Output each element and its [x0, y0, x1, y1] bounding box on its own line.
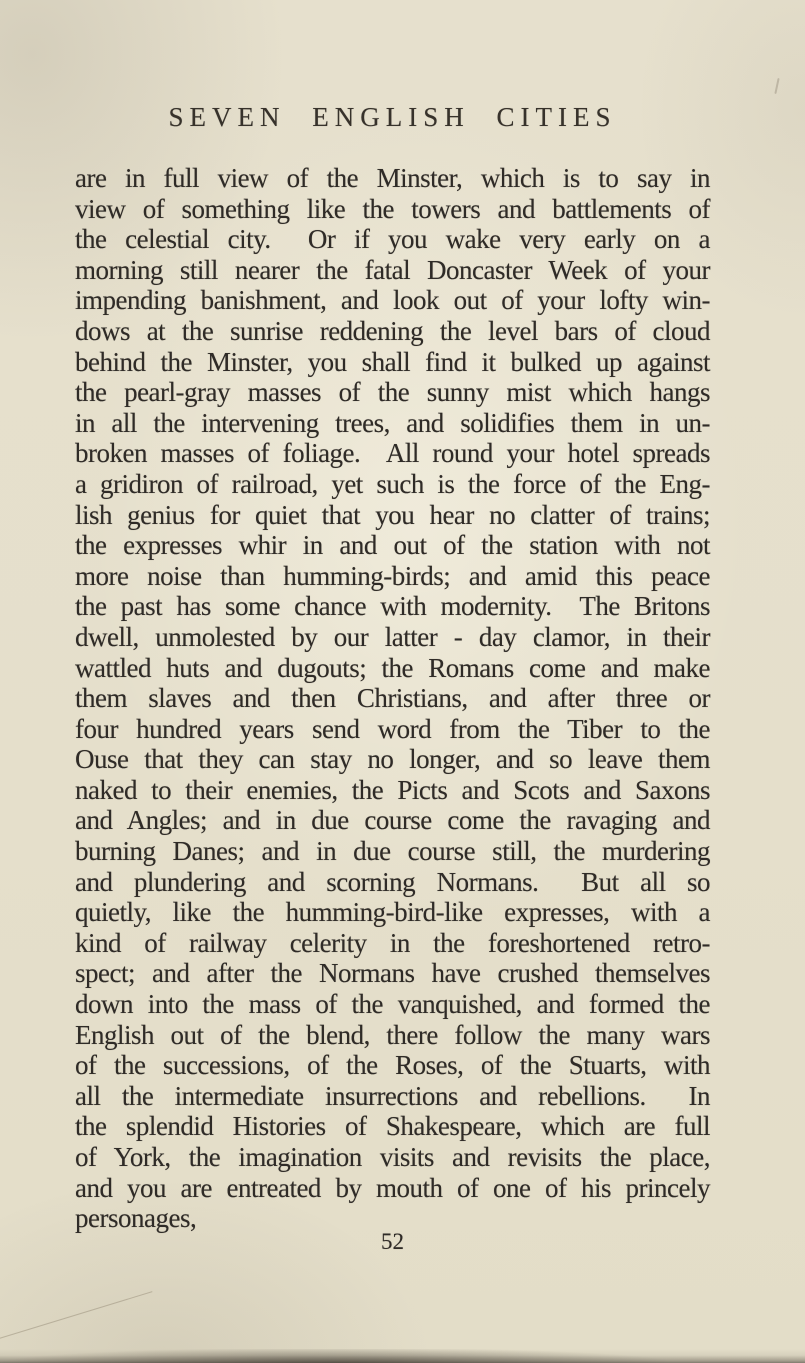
- text-line: are in full view of the Minster, which is to say in: [75, 163, 710, 193]
- text-line: them slaves and then Christians, and after three or: [75, 683, 710, 714]
- text-line: naked to their enemies, the Picts and Scots and Saxons: [75, 774, 710, 805]
- text-line: broken masses of foliage. All round your hotel spreads: [75, 438, 710, 469]
- paper-crease: [0, 1291, 152, 1342]
- text-line: behind the Minster, you shall find it bulked up against: [75, 346, 710, 377]
- text-line: kind of railway celerity in the foreshortened retro-: [75, 927, 710, 958]
- text-line: view of something like the towers and battlements of: [75, 193, 710, 224]
- text-line: quietly, like the humming-bird-like expresses, with a: [75, 897, 710, 928]
- text-line: and Angles; and in due course come the ravaging and: [75, 805, 710, 836]
- text-line: the splendid Histories of Shakespeare, which are full: [75, 1111, 710, 1142]
- text-line: of York, the imagination visits and revisits the place,: [75, 1142, 710, 1172]
- text-line: four hundred years send word from the Tiber to the: [75, 713, 710, 744]
- body-text: [75, 163, 710, 1234]
- text-line: spect; and after the Normans have crushed themselves: [75, 958, 710, 989]
- text-line: dows at the sunrise reddening the level bars of cloud: [75, 315, 710, 346]
- text-line: dwell, unmolested by our latter - day clamor, in their: [75, 621, 710, 652]
- scan-edge: [0, 1349, 805, 1363]
- text-line: impending banishment, and look out of your lofty win-: [75, 285, 710, 316]
- text-line: English out of the blend, there follow the many wars: [75, 1019, 710, 1050]
- text-line: the celestial city. Or if you wake very early on a: [75, 224, 710, 255]
- text-line: wattled huts and dugouts; the Romans come and make: [75, 652, 710, 683]
- text-line: the pearl-gray masses of the sunny mist which hangs: [75, 377, 710, 408]
- text-line: of the successions, of the Roses, of the Stuarts, with: [75, 1050, 710, 1081]
- page-number: 52: [381, 1229, 404, 1254]
- text-line: morning still nearer the fatal Doncaster Week of your: [75, 254, 710, 285]
- text-line: lish genius for quiet that you hear no clatter of trains;: [75, 499, 710, 530]
- text-line: Ouse that they can stay no longer, and so leave them: [75, 744, 710, 775]
- text-line: a gridiron of railroad, yet such is the force of the Eng-: [75, 468, 710, 499]
- paper-mark: [774, 78, 779, 94]
- text-line: the expresses whir in and out of the station with not: [75, 530, 710, 561]
- text-line: burning Danes; and in due course still, the murdering: [75, 836, 710, 867]
- text-line: down into the mass of the vanquished, and formed the: [75, 989, 710, 1020]
- text-line: and you are entreated by mouth of one of his princely: [75, 1172, 710, 1203]
- text-line: in all the intervening trees, and solidifies them in un-: [75, 407, 710, 438]
- text-line: all the intermediate insurrections and rebellions. In: [75, 1080, 710, 1111]
- running-head-title: SEVEN ENGLISH CITIES: [168, 102, 617, 132]
- text-line: more noise than humming-birds; and amid this peace: [75, 560, 710, 591]
- text-line: and plundering and scorning Normans. But all so: [75, 866, 710, 897]
- text-line: personages,: [75, 1203, 197, 1234]
- text-line: the past has some chance with modernity. The Britons: [75, 591, 710, 622]
